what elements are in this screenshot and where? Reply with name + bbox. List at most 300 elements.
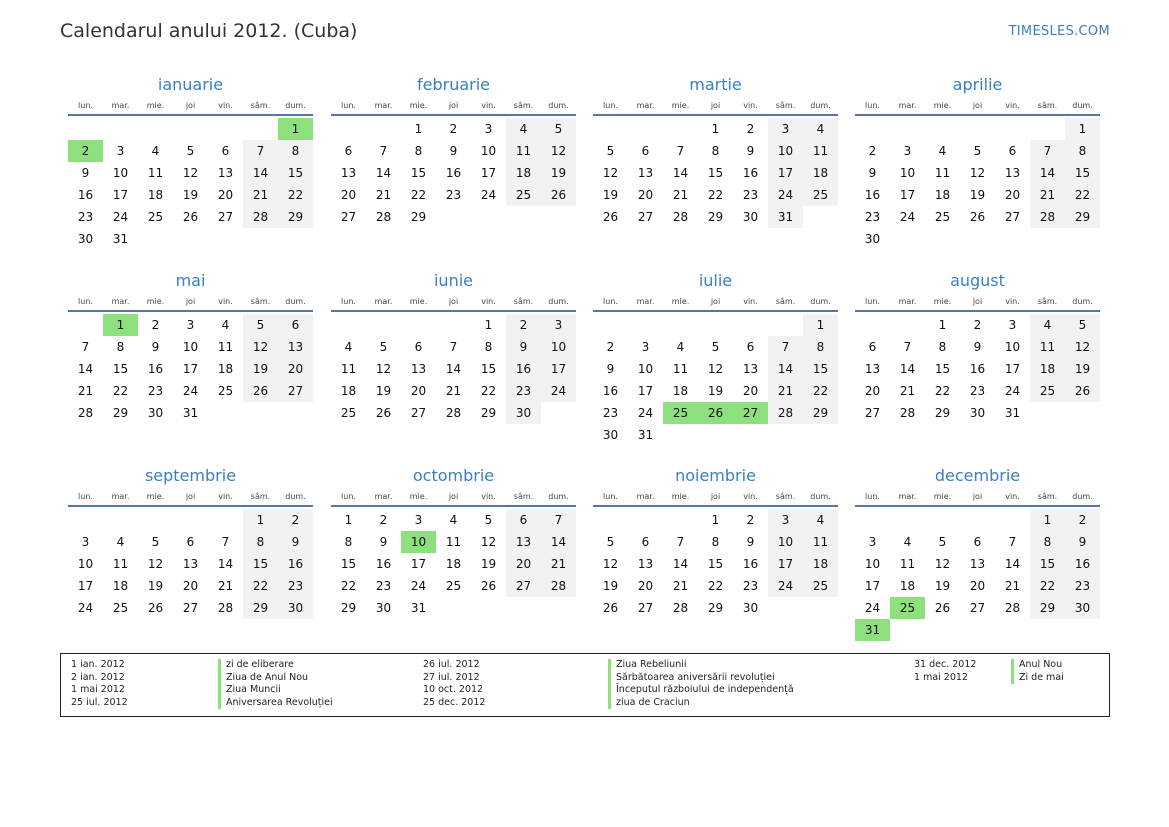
day-grid	[855, 118, 1100, 250]
day-cell: 27	[969, 601, 986, 615]
day-cell: 18	[899, 579, 916, 593]
day-cell: 6	[344, 144, 353, 158]
day-cell: 24	[541, 380, 576, 402]
day-cell: 26	[147, 601, 164, 615]
day-cell: 25	[340, 406, 357, 420]
weekday-label: vin.	[1005, 297, 1020, 306]
day-cell: 16	[969, 362, 986, 376]
day-cell: 8	[116, 340, 125, 354]
day-cell: 12	[541, 140, 576, 162]
empty-cell	[68, 314, 103, 336]
day-cell: 9	[746, 144, 755, 158]
day-cell: 30	[602, 428, 619, 442]
day-cell: 30	[742, 210, 759, 224]
day-grid	[68, 118, 313, 250]
day-cell: 14	[77, 362, 94, 376]
weekday-label: vin.	[1005, 101, 1020, 110]
day-cell: 7	[81, 340, 90, 354]
day-cell: 18	[112, 579, 129, 593]
weekday-header	[593, 489, 838, 507]
day-cell: 8	[938, 340, 947, 354]
day-cell: 24	[864, 601, 881, 615]
day-cell: 11	[803, 531, 838, 553]
day-cell: 21	[899, 384, 916, 398]
weekday-label: sâm.	[250, 101, 271, 110]
day-cell: 10	[112, 166, 129, 180]
day-cell: 23	[77, 210, 94, 224]
day-cell: 12	[602, 166, 619, 180]
month-name: ianuarie	[157, 75, 224, 94]
empty-cell	[628, 509, 663, 531]
day-cell: 8	[1030, 531, 1065, 553]
day-cell: 17	[182, 362, 199, 376]
day-cell: 16	[77, 188, 94, 202]
weekday-label: lun.	[603, 492, 618, 501]
day-cell: 6	[746, 340, 755, 354]
day-cell: 20	[1004, 188, 1021, 202]
day-cell: 25	[112, 601, 129, 615]
day-cell: 7	[1008, 535, 1017, 549]
day-cell: 11	[340, 362, 357, 376]
weekday-label: dum.	[285, 492, 306, 501]
weekday-label: mar.	[898, 492, 917, 501]
day-cell: 9	[746, 535, 755, 549]
day-cell: 21	[541, 553, 576, 575]
legend-entry: 26 iul. 2012	[423, 659, 480, 670]
day-cell: 21	[672, 579, 689, 593]
empty-cell	[995, 509, 1030, 531]
day-cell: 7	[676, 144, 685, 158]
holiday-day: 10	[401, 531, 436, 553]
day-cell: 28	[541, 575, 576, 597]
day-cell: 5	[379, 340, 388, 354]
legend-entry: 31 dec. 2012	[914, 659, 977, 670]
day-cell: 19	[969, 188, 986, 202]
weekday-header	[593, 294, 838, 312]
weekday-label: joi	[710, 297, 721, 306]
day-grid	[593, 314, 838, 446]
month-iulie	[593, 270, 838, 446]
day-cell: 18	[445, 557, 462, 571]
weekday-label: mar.	[111, 101, 130, 110]
weekday-label: lun.	[341, 101, 356, 110]
day-cell: 14	[672, 166, 689, 180]
empty-cell	[243, 118, 278, 140]
empty-cell	[768, 314, 803, 336]
day-cell: 4	[506, 118, 541, 140]
day-cell: 21	[1030, 184, 1065, 206]
day-cell: 22	[707, 188, 724, 202]
day-cell: 31	[112, 232, 129, 246]
day-cell: 15	[480, 362, 497, 376]
month-name: martie	[689, 75, 742, 94]
day-cell: 31	[637, 428, 654, 442]
day-cell: 29	[410, 210, 427, 224]
day-cell: 12	[707, 362, 724, 376]
weekday-label: lun.	[341, 492, 356, 501]
day-cell: 28	[445, 406, 462, 420]
day-cell: 21	[445, 384, 462, 398]
day-cell: 24	[1004, 384, 1021, 398]
weekday-label: lun.	[603, 297, 618, 306]
weekday-header	[68, 294, 313, 312]
month-octombrie	[331, 465, 576, 619]
day-cell: 2	[151, 318, 160, 332]
day-cell: 24	[112, 210, 129, 224]
day-cell: 14	[217, 557, 234, 571]
day-cell: 14	[541, 531, 576, 553]
holiday-legend	[60, 653, 1110, 717]
day-cell: 10	[480, 144, 497, 158]
month-name: august	[950, 271, 1005, 290]
empty-cell	[366, 118, 401, 140]
day-cell: 29	[707, 210, 724, 224]
legend-col3-names	[1011, 659, 1064, 684]
day-cell: 28	[77, 406, 94, 420]
day-cell: 21	[375, 188, 392, 202]
empty-cell	[401, 314, 436, 336]
weekday-label: joi	[185, 101, 196, 110]
day-cell: 30	[278, 597, 313, 619]
empty-cell	[855, 509, 890, 531]
legend-entry: 25 dec. 2012	[423, 696, 486, 708]
day-cell: 8	[414, 144, 423, 158]
weekday-header	[331, 294, 576, 312]
weekday-label: mie.	[146, 492, 165, 501]
weekday-label: mie.	[933, 492, 952, 501]
day-cell: 4	[676, 340, 685, 354]
day-cell: 6	[278, 314, 313, 336]
day-cell: 26	[541, 184, 576, 206]
legend-entry: 1 ian. 2012	[71, 659, 125, 670]
legend-entry: 1 mai 2012	[71, 684, 125, 696]
day-cell: 26	[375, 406, 392, 420]
day-cell: 26	[182, 210, 199, 224]
day-cell: 13	[1004, 166, 1021, 180]
day-cell: 21	[672, 188, 689, 202]
weekday-label: dum.	[1072, 297, 1093, 306]
day-cell: 9	[449, 144, 458, 158]
day-cell: 2	[278, 509, 313, 531]
legend-entry: Ziua de Anul Nou	[218, 672, 333, 685]
day-cell: 3	[868, 535, 877, 549]
day-cell: 9	[868, 166, 877, 180]
month-mai	[68, 270, 313, 424]
day-cell: 15	[934, 362, 951, 376]
day-cell: 20	[742, 384, 759, 398]
weekday-label: sâm.	[1037, 101, 1058, 110]
empty-cell	[593, 509, 628, 531]
weekday-label: sâm.	[775, 492, 796, 501]
day-cell: 31	[410, 601, 427, 615]
day-cell: 23	[278, 575, 313, 597]
day-cell: 30	[864, 232, 881, 246]
weekday-label: sâm.	[1037, 492, 1058, 501]
day-cell: 17	[77, 579, 94, 593]
month-decembrie	[855, 465, 1100, 641]
day-cell: 19	[147, 579, 164, 593]
day-cell: 20	[637, 188, 654, 202]
day-cell: 7	[676, 535, 685, 549]
day-cell: 3	[641, 340, 650, 354]
day-cell: 11	[672, 362, 689, 376]
day-grid	[593, 509, 838, 619]
month-name: noiembrie	[675, 466, 756, 485]
weekday-label: joi	[448, 297, 459, 306]
day-cell: 9	[973, 340, 982, 354]
day-cell: 18	[340, 384, 357, 398]
day-cell: 10	[637, 362, 654, 376]
month-martie	[593, 74, 838, 228]
legend-col1-names	[218, 659, 333, 709]
day-grid	[331, 118, 576, 228]
day-cell: 8	[344, 535, 353, 549]
weekday-label: dum.	[548, 101, 569, 110]
day-cell: 18	[506, 162, 541, 184]
day-grid	[593, 118, 838, 228]
day-cell: 29	[480, 406, 497, 420]
day-cell: 13	[637, 557, 654, 571]
weekday-label: vin.	[743, 101, 758, 110]
weekday-label: vin.	[481, 101, 496, 110]
page-title: Calendarul anului 2012. (Cuba)	[60, 20, 358, 42]
day-cell: 24	[410, 579, 427, 593]
day-cell: 19	[375, 384, 392, 398]
day-cell: 5	[711, 340, 720, 354]
weekday-label: mar.	[374, 101, 393, 110]
day-cell: 31	[182, 406, 199, 420]
weekday-label: mie.	[933, 101, 952, 110]
weekday-label: dum.	[1072, 492, 1093, 501]
legend-entry: 10 oct. 2012	[423, 684, 484, 696]
empty-cell	[103, 509, 138, 531]
weekday-label: dum.	[810, 297, 831, 306]
day-cell: 24	[480, 188, 497, 202]
day-cell: 16	[278, 553, 313, 575]
weekday-label: dum.	[285, 101, 306, 110]
day-cell: 19	[1065, 358, 1100, 380]
day-cell: 8	[243, 531, 278, 553]
empty-cell	[890, 509, 925, 531]
day-cell: 24	[768, 575, 803, 597]
day-cell: 15	[340, 557, 357, 571]
day-cell: 11	[506, 140, 541, 162]
day-cell: 27	[278, 380, 313, 402]
month-name: mai	[175, 271, 206, 290]
day-cell: 7	[379, 144, 388, 158]
empty-cell	[663, 509, 698, 531]
day-cell: 22	[803, 380, 838, 402]
weekday-label: vin.	[743, 297, 758, 306]
brand-link[interactable]: TIMESLES.COM	[1008, 24, 1110, 39]
day-cell: 10	[768, 140, 803, 162]
day-cell: 6	[414, 340, 423, 354]
day-cell: 15	[410, 166, 427, 180]
day-cell: 22	[112, 384, 129, 398]
day-cell: 2	[868, 144, 877, 158]
day-cell: 16	[147, 362, 164, 376]
empty-cell	[960, 118, 995, 140]
weekday-label: lun.	[341, 297, 356, 306]
day-cell: 18	[934, 188, 951, 202]
day-cell: 25	[217, 384, 234, 398]
empty-cell	[698, 314, 733, 336]
day-cell: 1	[1030, 509, 1065, 531]
empty-cell	[436, 314, 471, 336]
day-cell: 5	[243, 314, 278, 336]
day-cell: 15	[1065, 162, 1100, 184]
weekday-label: joi	[185, 297, 196, 306]
holiday-day: 1	[278, 118, 313, 140]
month-name: decembrie	[934, 466, 1021, 485]
day-cell: 11	[112, 557, 129, 571]
day-cell: 14	[445, 362, 462, 376]
weekday-label: mie.	[146, 101, 165, 110]
month-name: iunie	[433, 271, 473, 290]
weekday-label: joi	[448, 492, 459, 501]
day-cell: 8	[711, 144, 720, 158]
empty-cell	[855, 118, 890, 140]
day-cell: 22	[410, 188, 427, 202]
day-cell: 14	[1004, 557, 1021, 571]
day-cell: 7	[243, 140, 278, 162]
day-cell: 22	[278, 184, 313, 206]
holiday-day: 25	[663, 402, 698, 424]
day-cell: 27	[217, 210, 234, 224]
day-cell: 30	[742, 601, 759, 615]
day-cell: 28	[1004, 601, 1021, 615]
day-cell: 12	[480, 535, 497, 549]
day-cell: 1	[938, 318, 947, 332]
empty-cell	[663, 314, 698, 336]
day-cell: 20	[506, 553, 541, 575]
empty-cell	[366, 314, 401, 336]
day-cell: 16	[742, 557, 759, 571]
day-cell: 23	[506, 380, 541, 402]
day-cell: 27	[864, 406, 881, 420]
day-cell: 26	[969, 210, 986, 224]
day-cell: 14	[899, 362, 916, 376]
day-cell: 2	[746, 122, 755, 136]
month-aprilie	[855, 74, 1100, 250]
weekday-label: joi	[710, 101, 721, 110]
day-cell: 8	[484, 340, 493, 354]
day-cell: 11	[445, 535, 462, 549]
month-name: octombrie	[412, 466, 495, 485]
day-cell: 28	[243, 206, 278, 228]
empty-cell	[208, 118, 243, 140]
month-name: aprilie	[952, 75, 1003, 94]
weekday-label: lun.	[865, 492, 880, 501]
day-cell: 27	[182, 601, 199, 615]
day-cell: 16	[864, 188, 881, 202]
day-cell: 21	[243, 184, 278, 206]
holiday-day: 31	[855, 619, 890, 641]
day-cell: 13	[340, 166, 357, 180]
day-cell: 22	[1065, 184, 1100, 206]
day-cell: 8	[803, 336, 838, 358]
empty-cell	[331, 118, 366, 140]
weekday-label: vin.	[218, 101, 233, 110]
day-cell: 4	[221, 318, 230, 332]
day-cell: 30	[1065, 597, 1100, 619]
day-cell: 25	[803, 184, 838, 206]
day-cell: 10	[77, 557, 94, 571]
day-cell: 11	[147, 166, 164, 180]
day-cell: 10	[864, 557, 881, 571]
day-cell: 29	[278, 206, 313, 228]
day-cell: 20	[969, 579, 986, 593]
day-cell: 30	[147, 406, 164, 420]
day-cell: 7	[768, 336, 803, 358]
day-cell: 23	[864, 210, 881, 224]
day-cell: 5	[606, 144, 615, 158]
weekday-label: sâm.	[513, 492, 534, 501]
day-cell: 3	[116, 144, 125, 158]
day-cell: 3	[414, 513, 423, 527]
weekday-label: mar.	[636, 492, 655, 501]
day-cell: 22	[1030, 575, 1065, 597]
day-cell: 3	[186, 318, 195, 332]
holiday-day: 25	[890, 597, 925, 619]
day-cell: 24	[637, 406, 654, 420]
weekday-label: joi	[185, 492, 196, 501]
day-cell: 5	[973, 144, 982, 158]
day-cell: 10	[768, 531, 803, 553]
day-cell: 17	[768, 162, 803, 184]
empty-cell	[173, 118, 208, 140]
day-cell: 26	[243, 380, 278, 402]
weekday-header	[331, 489, 576, 507]
day-cell: 24	[768, 184, 803, 206]
weekday-label: sâm.	[775, 101, 796, 110]
day-cell: 29	[243, 597, 278, 619]
day-cell: 6	[186, 535, 195, 549]
day-cell: 19	[182, 188, 199, 202]
weekday-label: dum.	[810, 492, 831, 501]
legend-col2-names	[608, 659, 794, 709]
weekday-label: mar.	[898, 297, 917, 306]
empty-cell	[733, 314, 768, 336]
day-cell: 17	[112, 188, 129, 202]
day-cell: 16	[445, 166, 462, 180]
day-cell: 18	[147, 188, 164, 202]
day-cell: 1	[711, 122, 720, 136]
day-cell: 17	[899, 188, 916, 202]
day-grid	[68, 314, 313, 424]
day-cell: 4	[803, 509, 838, 531]
weekday-label: joi	[448, 101, 459, 110]
day-cell: 19	[602, 579, 619, 593]
day-cell: 25	[1030, 380, 1065, 402]
day-cell: 12	[602, 557, 619, 571]
day-cell: 17	[637, 384, 654, 398]
weekday-label: vin.	[218, 297, 233, 306]
day-cell: 18	[217, 362, 234, 376]
day-cell: 23	[742, 188, 759, 202]
day-cell: 20	[637, 579, 654, 593]
day-cell: 3	[903, 144, 912, 158]
day-cell: 7	[541, 509, 576, 531]
month-august	[855, 270, 1100, 424]
day-cell: 11	[1030, 336, 1065, 358]
day-cell: 5	[938, 535, 947, 549]
day-cell: 27	[340, 210, 357, 224]
day-cell: 15	[1030, 553, 1065, 575]
day-cell: 18	[803, 553, 838, 575]
legend-entry: Ziua Muncii	[218, 684, 333, 697]
day-cell: 19	[243, 358, 278, 380]
